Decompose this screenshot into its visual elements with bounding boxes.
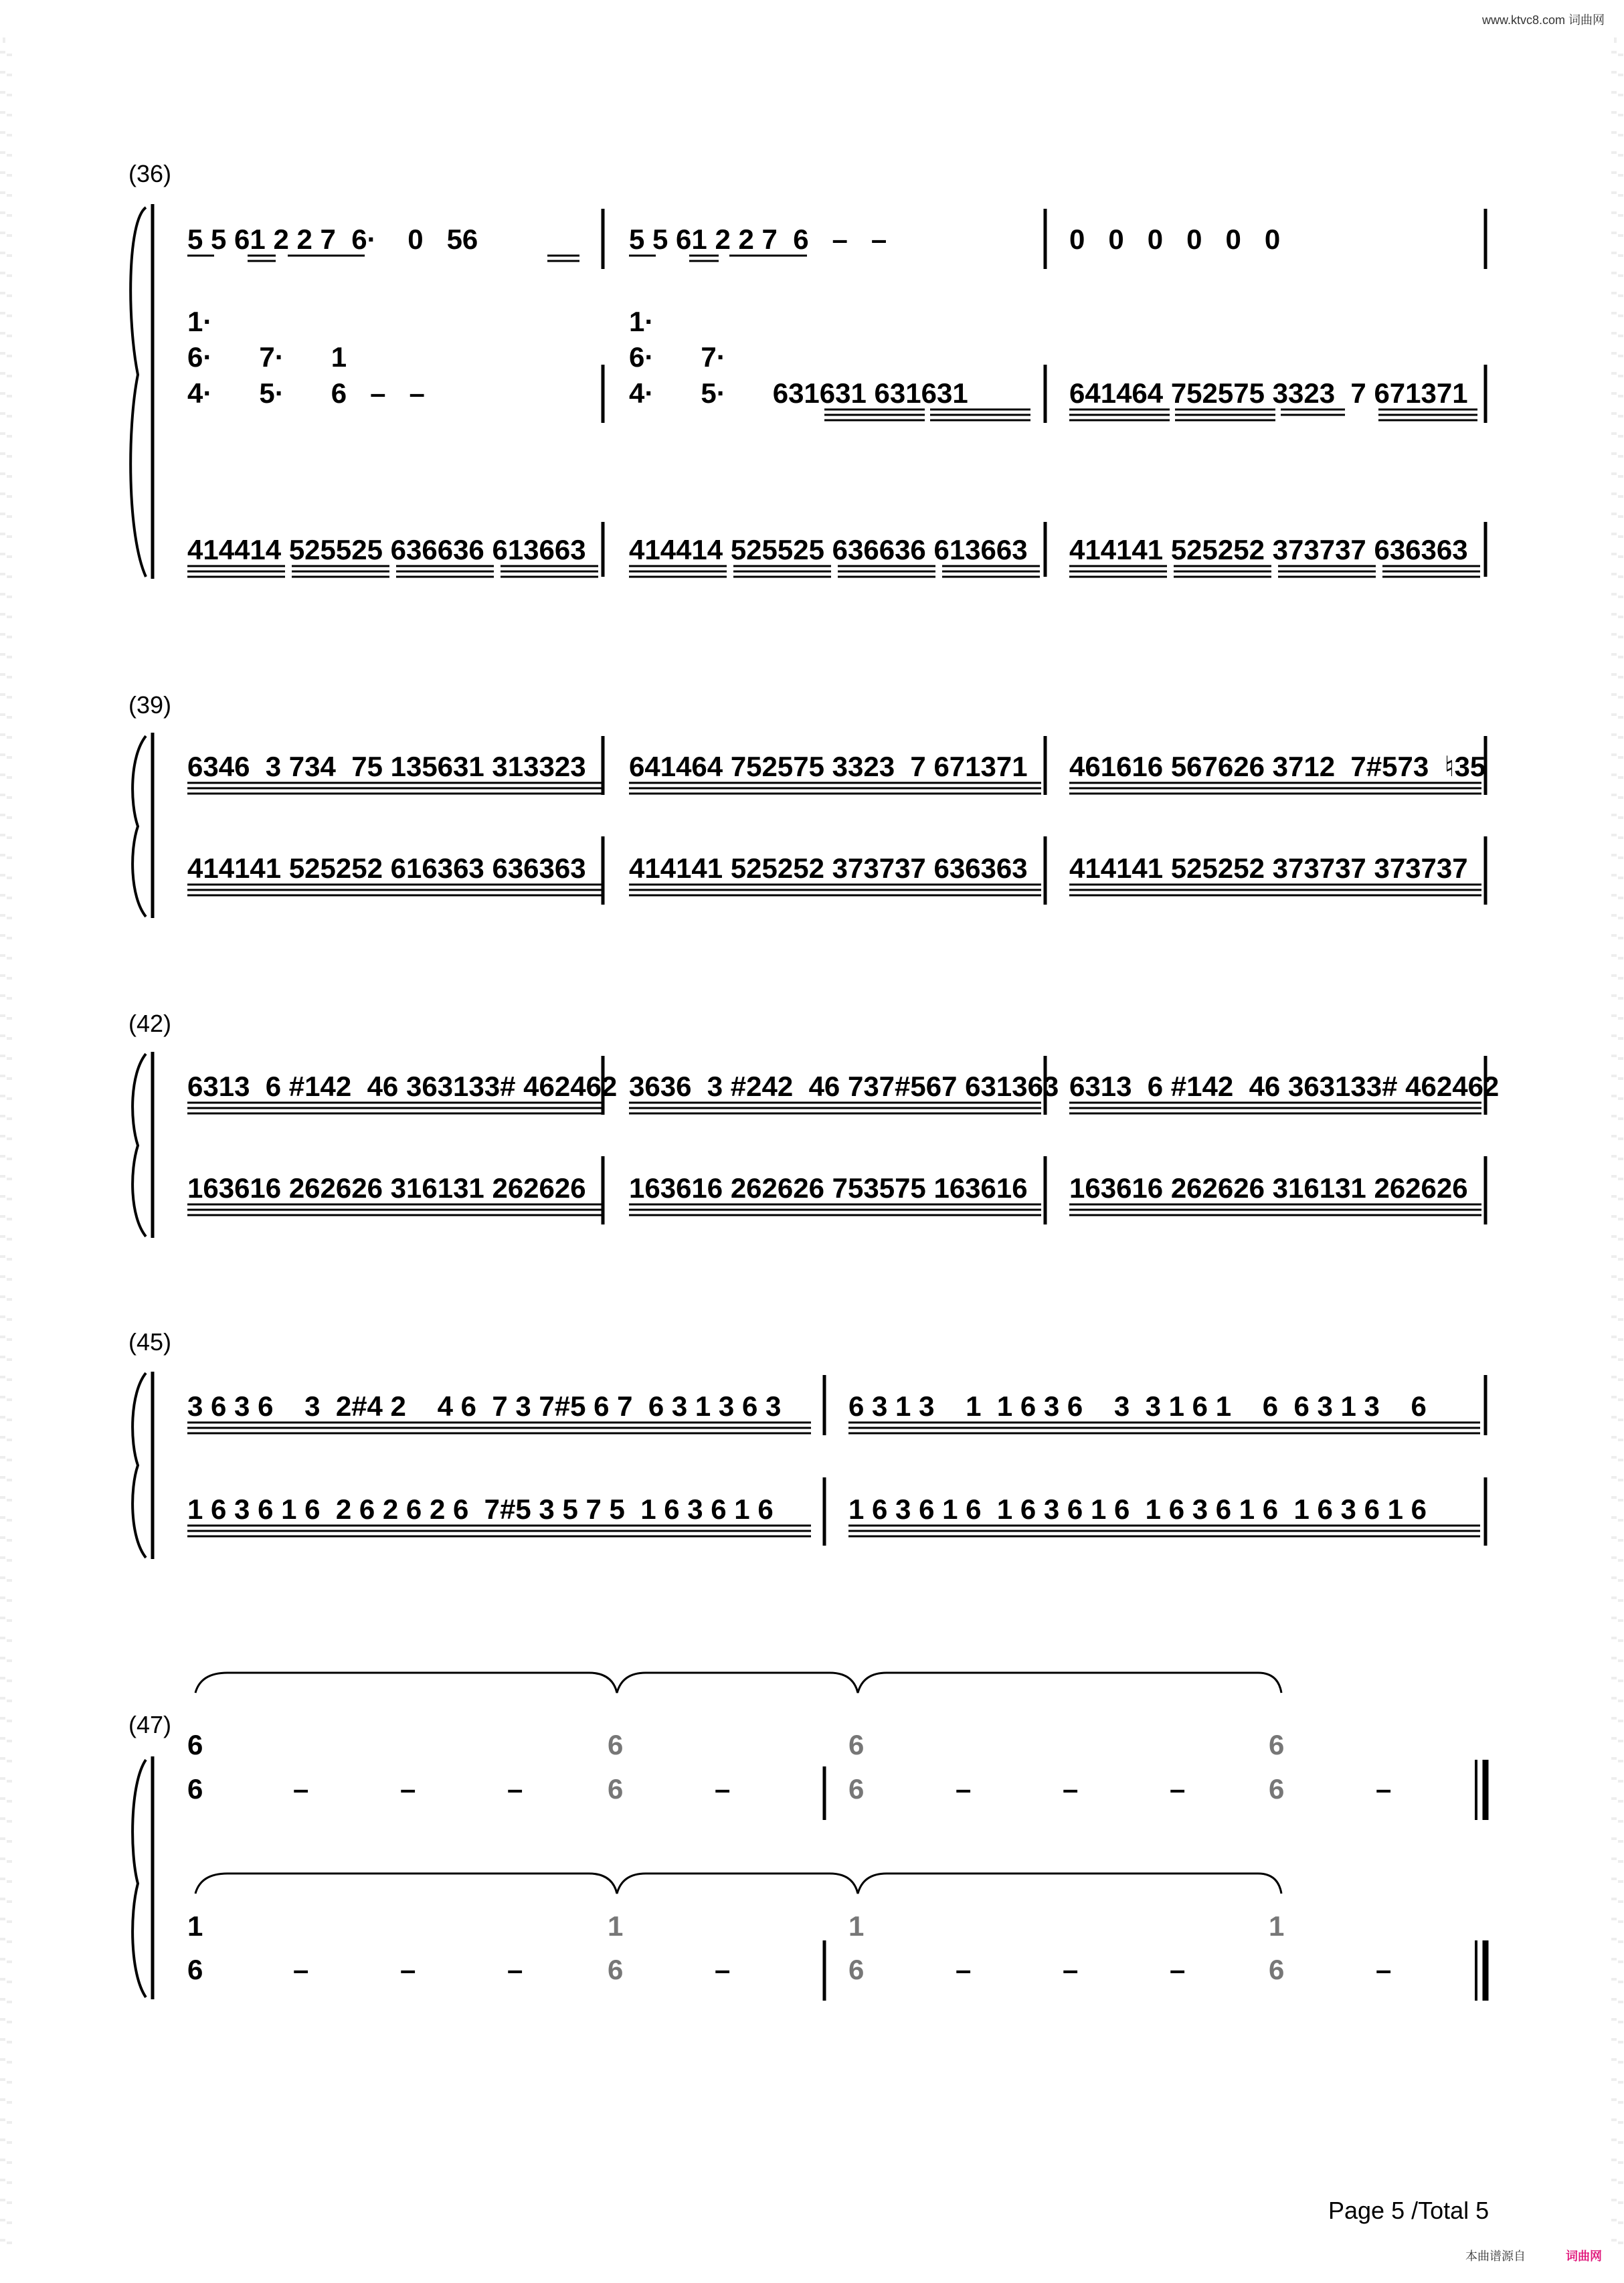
chord-note: 6 [187,1773,203,1805]
chord-note: 6 [848,1954,865,1985]
note-group: 4· 5· 631631 631631 [629,377,968,409]
note-group: 6· 7· 1 [187,341,347,373]
note-group: 163616 262626 753575 163616 [629,1172,1028,1204]
note-group: 641464 752575 3323 7 671371 [1069,377,1468,409]
dash-mark: – [293,1773,309,1805]
dash-mark: – [956,1773,972,1805]
dash-mark: – [956,1954,972,1985]
dash-mark: – [1063,1954,1079,1985]
measure-number: (45) [128,1328,172,1356]
dash-mark: – [715,1954,731,1985]
dash-mark: – [715,1773,731,1805]
chord-note: 6 [848,1773,865,1805]
chord-note: 6 [187,1729,203,1760]
note-group: 1 6 3 6 1 6 1 6 3 6 1 6 1 6 3 6 1 6 1 6 3 6 1 6 [848,1493,1427,1525]
chord-note: 1 [1269,1910,1285,1942]
note-group: 6313 6 #142 46 363133# 462462 [1069,1071,1500,1102]
chord-note: 6 [608,1773,624,1805]
note-group: 4· 5· 6 – – [187,377,425,409]
note-group: 461616 567626 3712 7#573 ♮35 [1069,751,1486,782]
measure-number: (42) [128,1010,172,1037]
page-number: Page 5 /Total 5 [1328,2197,1490,2224]
note-group: 414141 525252 373737 636363 [629,852,1028,884]
note-group: 6· 7· [629,341,726,373]
chord-note: 6 [1269,1954,1285,1985]
note-group: 0 0 0 0 0 0 [1069,223,1281,255]
dash-mark: – [400,1954,416,1985]
chord-note: 1 [187,1910,203,1942]
dash-mark: – [1376,1773,1392,1805]
note-group: 6346 3 734 75 135631 313323 [187,751,586,782]
chord-note: 6 [1269,1773,1285,1805]
chord-note: 6 [1269,1729,1285,1760]
site-url-text: www.ktvc8.com 词曲网 [1482,13,1605,27]
chord-note: 6 [608,1729,624,1760]
note-group: 1· [187,306,213,337]
note-group: 3636 3 #242 46 737#567 631363 [629,1071,1059,1102]
chord-note: 6 [608,1954,624,1985]
note-group: 1 6 3 6 1 6 2 6 2 6 2 6 7#5 3 5 7 5 1 6 3 6 1 6 [187,1493,774,1525]
note-group: 641464 752575 3323 7 671371 [629,751,1028,782]
dash-mark: – [293,1954,309,1985]
chord-note: 6 [848,1729,865,1760]
note-group: 6 3 1 3 1 1 6 3 6 3 3 1 6 1 6 6 3 1 3 6 [848,1390,1427,1422]
dash-mark: – [1063,1773,1079,1805]
note-group: 414414 525525 636636 613663 [629,534,1028,565]
note-group: 5 5 61 2 2 7 6· 0 56 [187,223,478,255]
dash-mark: – [1170,1954,1186,1985]
chord-note: 6 [187,1954,203,1985]
measure-number: (39) [128,691,172,719]
note-group: 163616 262626 316131 262626 [187,1172,586,1204]
dash-mark: – [400,1773,416,1805]
note-group: 1· [629,306,654,337]
measure-number: (47) [128,1711,172,1738]
chord-note: 1 [608,1910,624,1942]
note-group: 5 5 61 2 2 7 6 – – [629,223,887,255]
measure-number: (36) [128,160,172,187]
brand-logo-text: 词曲网 [1566,2250,1602,2263]
note-group: 6313 6 #142 46 363133# 462462 [187,1071,618,1102]
dash-mark: – [507,1954,523,1985]
note-group: 414141 525252 373737 636363 [1069,534,1468,565]
dash-mark: – [1376,1954,1392,1985]
note-group: 3 6 3 6 3 2#4 2 4 6 7 3 7#5 6 7 6 3 1 3 6 3 [187,1390,782,1422]
note-group: 414141 525252 373737 373737 [1069,852,1468,884]
dash-mark: – [507,1773,523,1805]
note-group: 414141 525252 616363 636363 [187,852,586,884]
source-label: 本曲谱源自 [1465,2250,1526,2263]
note-group: 163616 262626 316131 262626 [1069,1172,1468,1204]
chord-note: 1 [848,1910,865,1942]
dash-mark: – [1170,1773,1186,1805]
note-group: 414414 525525 636636 613663 [187,534,586,565]
